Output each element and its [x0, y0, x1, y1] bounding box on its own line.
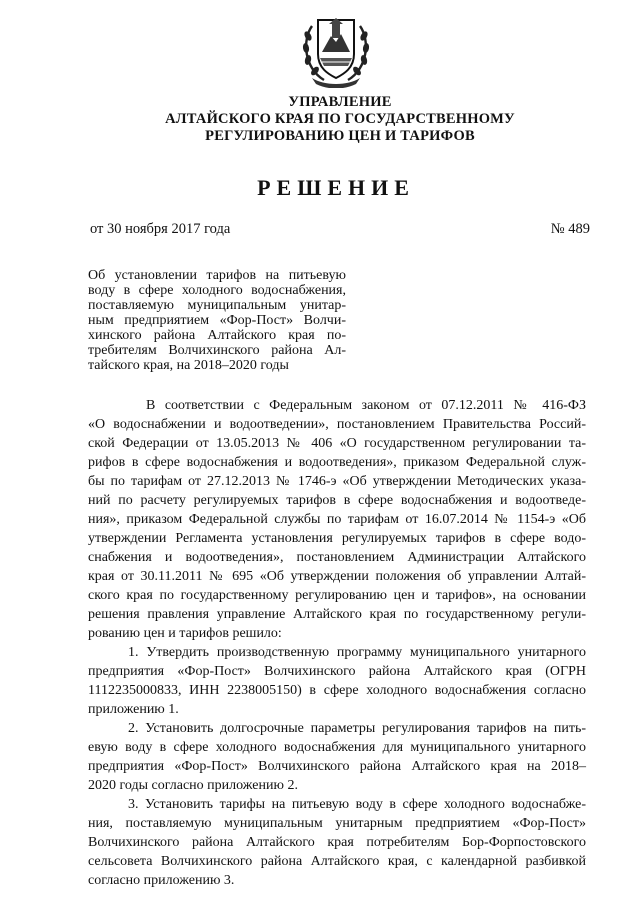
subject-line: Об установлении тарифов на питьевую — [88, 268, 346, 283]
preamble-paragraph — [88, 396, 586, 643]
body-line: рифов в сфере водоснабжения и водоотведения», приказом Федеральной служ- — [88, 455, 586, 470]
document-subject — [88, 268, 346, 373]
org-line: УПРАВЛЕНИЕ — [288, 94, 392, 110]
org-line: РЕГУЛИРОВАНИЮ ЦЕН И ТАРИФОВ — [205, 128, 475, 144]
body-line: ния», приказом Федеральной службы по тарифам от 16.07.2014 № 1154-э «Об — [88, 512, 586, 527]
issuing-authority — [120, 94, 560, 145]
subject-line: требителям Волчихинского района Ал- — [88, 343, 346, 358]
body-line: евую воду в сфере холодного водоснабжения для муниципального унитарного — [88, 740, 586, 755]
body-line: Волчихинского района Алтайского края потребителям Бор-Форпостовского — [88, 835, 586, 850]
body-line: предприятия «Фор-Пост» Волчихинского района Алтайского края на 2018– — [88, 759, 586, 774]
subject-line: поставляемую муниципальным унитар- — [88, 298, 346, 313]
subject-line: хинского района Алтайского края по- — [88, 328, 346, 343]
body-line: рованию цен и тарифов решило: — [88, 626, 282, 641]
subject-line: ным предприятием «Фор-Пост» Волчи- — [88, 313, 346, 328]
body-line: «О водоснабжении и водоотведении», постановлением Правительства Россий- — [88, 417, 586, 432]
subject-line: воду в сфере холодного водоснабжения, — [88, 283, 346, 298]
body-line: приложению 1. — [88, 702, 179, 717]
body-line: утверждении Регламента установления регулируемых тарифов в сфере водо- — [88, 531, 586, 546]
body-line: предприятия «Фор-Пост» Волчихинского района Алтайского края (ОГРН — [88, 664, 586, 679]
body-line: бы по тарифам от 27.12.2013 № 1746-э «Об утверждении Методических указа- — [88, 474, 586, 489]
body-line: ний по расчету регулируемых тарифов в сфере водоснабжения и водоотведе- — [88, 493, 586, 508]
document-type-title: РЕШЕНИЕ — [257, 175, 415, 200]
body-line: ния, поставляемую муниципальным унитарным предприятием «Фор-Пост» — [88, 816, 586, 831]
body-line: 2020 годы согласно приложению 2. — [88, 778, 298, 793]
body-line: сельсовета Волчихинского района Алтайского края, с календарной разбивкой — [88, 854, 586, 869]
org-line: АЛТАЙСКОГО КРАЯ ПО ГОСУДАРСТВЕННОМУ — [165, 111, 515, 127]
body-line: решения правления управление Алтайского края по государственному регули- — [88, 607, 586, 622]
item-3-paragraph — [88, 795, 586, 890]
body-line: 3. Установить тарифы на питьевую воду в сфере холодного водоснабже- — [128, 797, 586, 812]
body-line: 1. Утвердить производственную программу муниципального унитарного — [128, 645, 586, 660]
body-line: согласно приложению 3. — [88, 873, 235, 888]
body-line: снабжения и водоотведения», постановлением Администрации Алтайского — [88, 550, 586, 565]
body-line: ской Федерации от 13.05.2013 № 406 «О государственном регулировании та- — [88, 436, 586, 451]
subject-line: тайского края, на 2018–2020 годы — [88, 358, 289, 373]
item-2-paragraph — [88, 719, 586, 795]
body-line: 2. Установить долгосрочные параметры регулирования тарифов на пить- — [128, 721, 586, 736]
coat-of-arms-emblem — [298, 10, 374, 88]
document-number: № 489 — [550, 221, 590, 237]
body-line: 1112235000833, ИНН 2238005150) в сфере холодного водоснабжения согласно — [88, 683, 586, 698]
document-date: от 30 ноября 2017 года — [90, 221, 231, 237]
item-1-paragraph — [88, 643, 586, 719]
document-body — [88, 396, 586, 890]
body-line: края от 30.11.2011 № 695 «Об утверждении положения об управлении Алтай- — [88, 569, 586, 584]
body-line: ского края по государственному регулированию цен и тарифов», на основании — [88, 588, 586, 603]
body-line: В соответствии с Федеральным законом от 07.12.2011 № 416-ФЗ — [146, 398, 586, 413]
